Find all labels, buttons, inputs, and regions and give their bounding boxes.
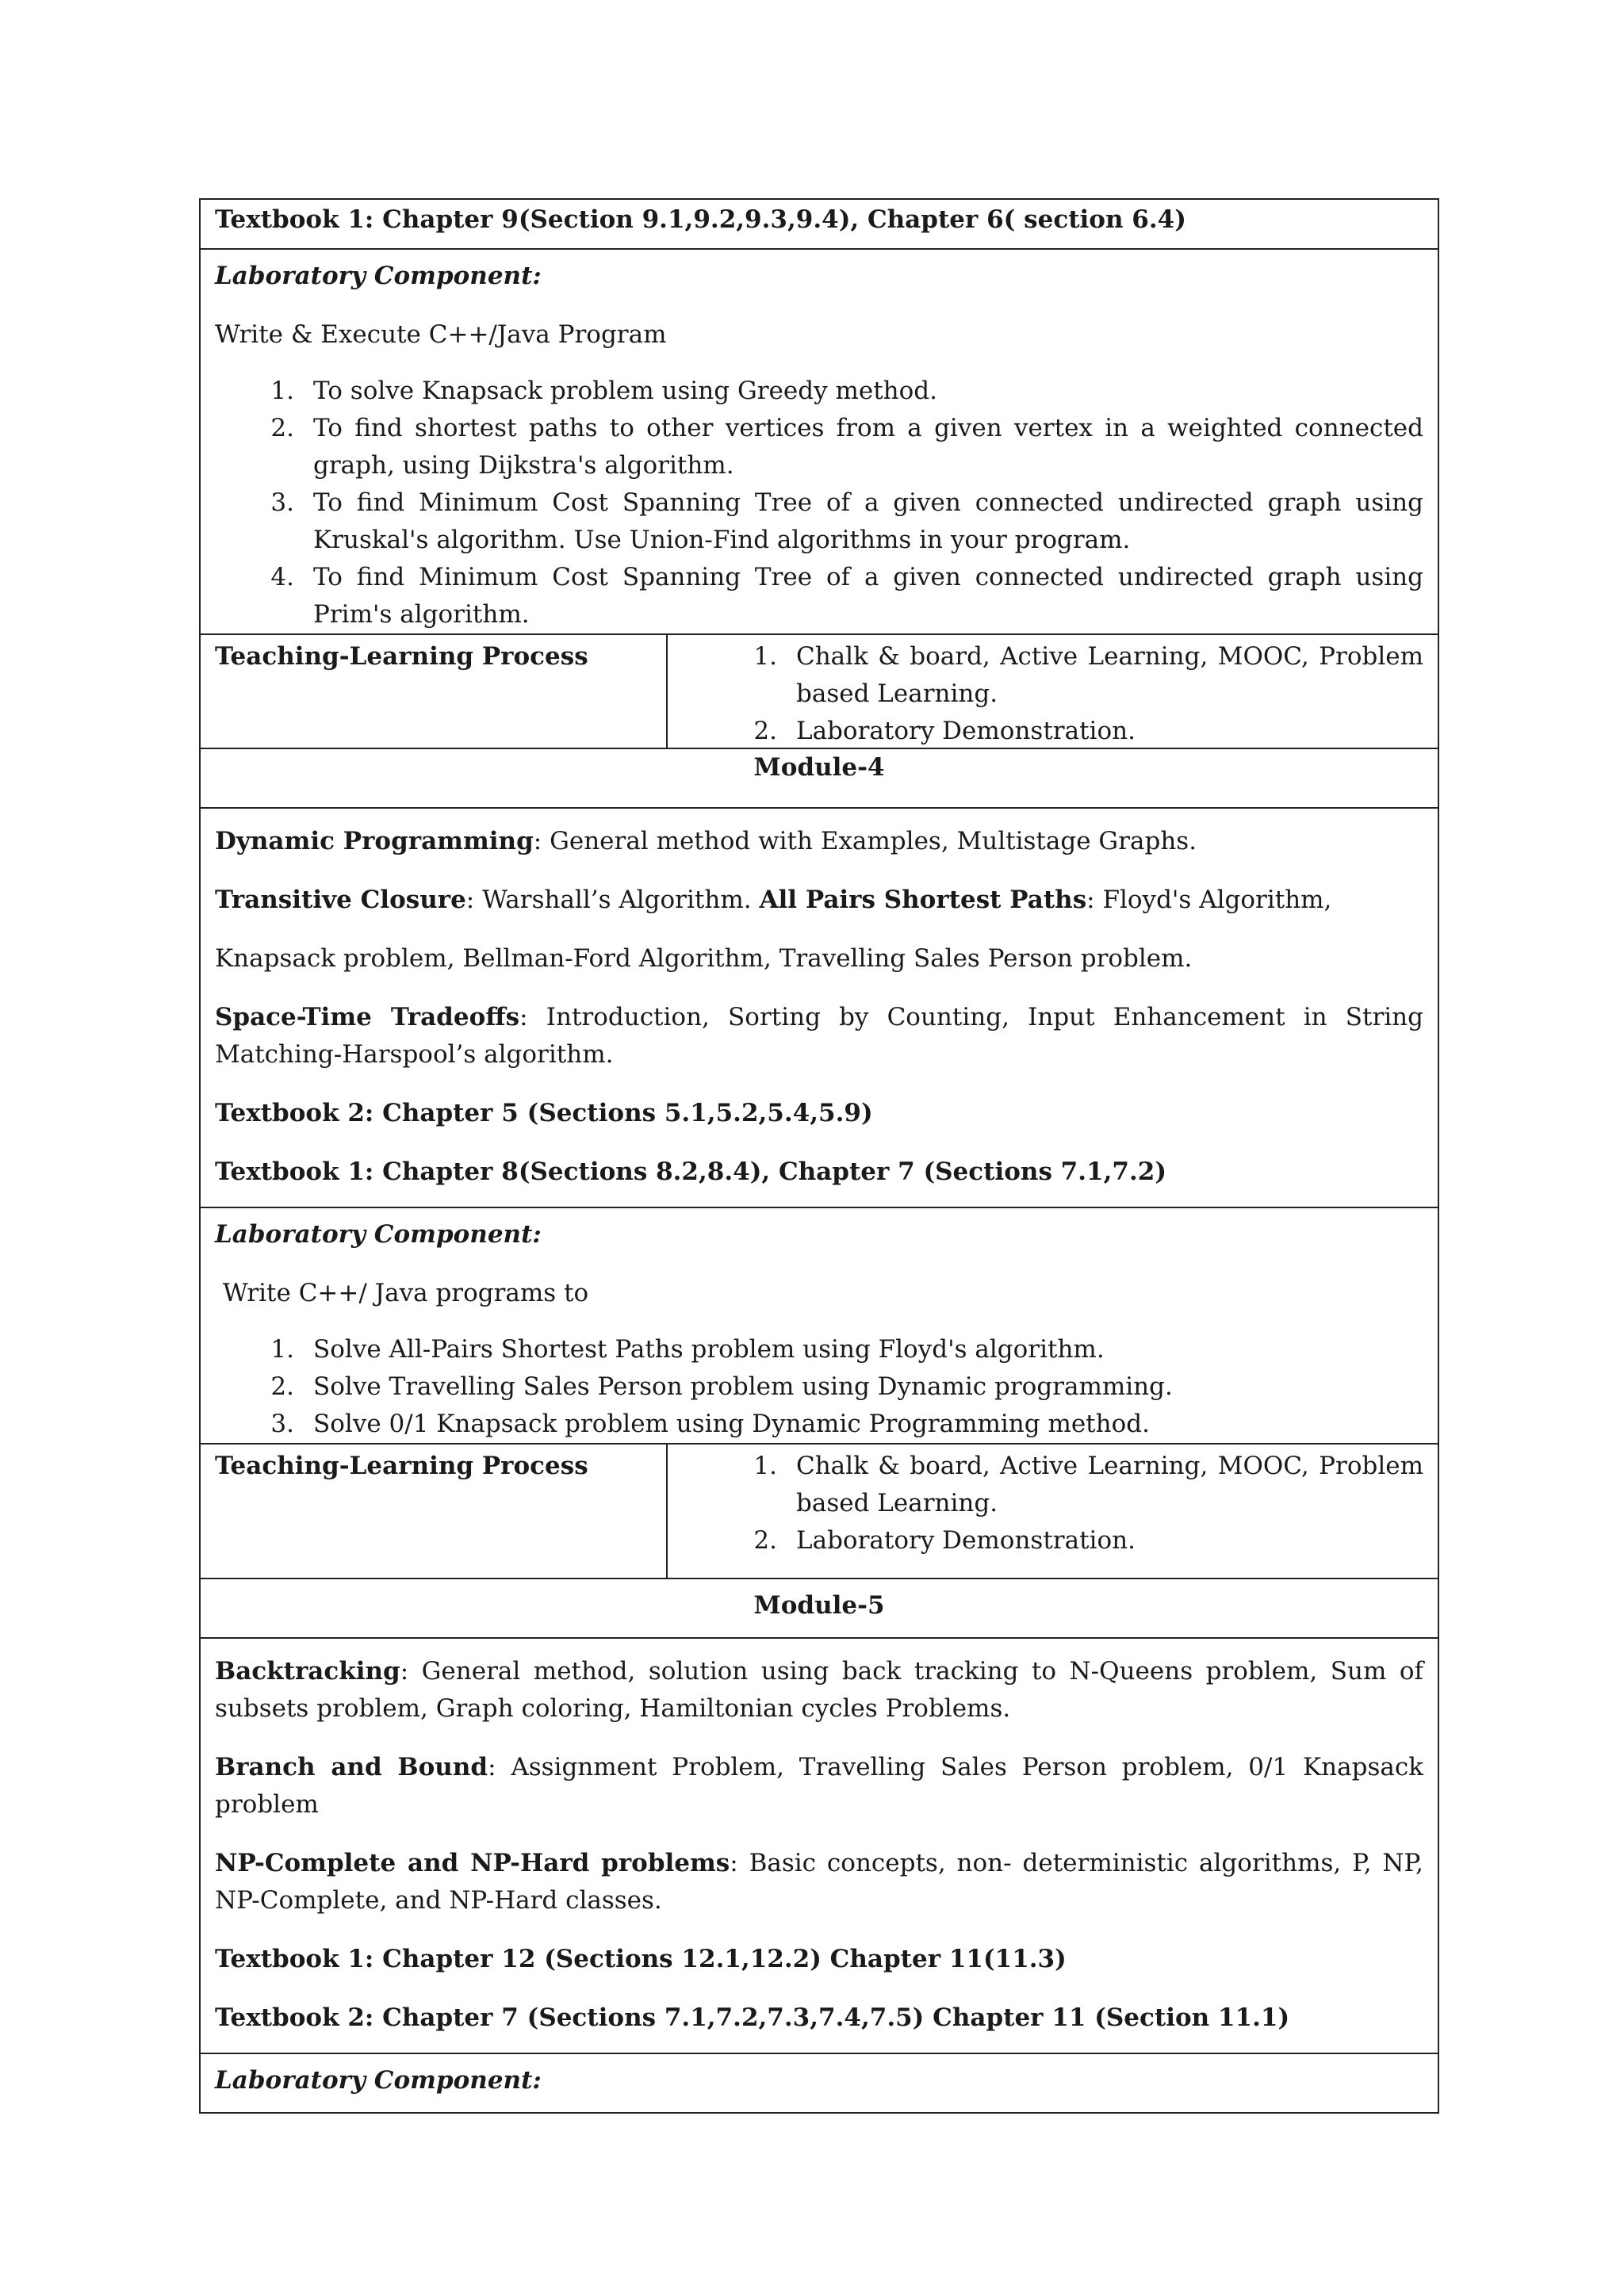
module4-space-time: Space-Time Tradeoffs: Introduction, Sorting by Counting, Input Enhancement in String Matching-Harspool’s algorithm.: [215, 1003, 1423, 1069]
module-5-title: Module-5: [201, 1579, 1438, 1639]
module3-textbook-ref: Textbook 1: Chapter 9(Section 9.1,9.2,9.3,9.4), Chapter 6( section 6.4): [215, 205, 1186, 234]
module5-np-complete: NP-Complete and NP-Hard problems: Basic concepts, non- deterministic algorithms, P, NP, NP-Complete, and NP-Hard classes.: [215, 1849, 1423, 1915]
module4-dynamic-programming: Dynamic Programming: General method with Examples, Multistage Graphs.: [215, 827, 1197, 855]
module5-textbook1-ref: Textbook 1: Chapter 12 (Sections 12.1,12.2) Chapter 11(11.3): [215, 1945, 1067, 1973]
list-item: 2. Laboratory Demonstration.: [753, 717, 1136, 745]
list-item: 2. To find shortest paths to other vertices from a given vertex in a weighted connected graph, using Dijkstra's algorithm.: [270, 414, 1423, 480]
module3-textbook-section: [201, 200, 1438, 250]
list-item: 2. Laboratory Demonstration.: [753, 1526, 1136, 1555]
module5-branch-and-bound: Branch and Bound: Assignment Problem, Travelling Sales Person problem, 0/1 Knapsack problem: [215, 1753, 1423, 1819]
list-item: 4. To find Minimum Cost Spanning Tree of a given connected undirected graph using Prim's algorithm.: [270, 563, 1423, 629]
module4-lab-section: [201, 1216, 1438, 1445]
teaching-learning-methods: [668, 1445, 1438, 1578]
syllabus-table: [199, 198, 1439, 2114]
lab-intro: Write & Execute C++/Java Program: [215, 320, 667, 349]
module4-textbook1-ref: Textbook 1: Chapter 8(Sections 8.2,8.4), Chapter 7 (Sections 7.1,7.2): [215, 1158, 1167, 1186]
lab-heading: Laboratory Component:: [215, 2066, 542, 2095]
module5-lab-section: [201, 2054, 1438, 2112]
list-item: 3. Solve 0/1 Knapsack problem using Dynamic Programming method.: [270, 1410, 1150, 1438]
teaching-learning-row: [201, 635, 1438, 749]
list-item: 2. Solve Travelling Sales Person problem using Dynamic programming.: [270, 1372, 1173, 1401]
module4-content: [201, 809, 1438, 1208]
lab-heading: Laboratory Component:: [215, 262, 542, 290]
module4-knapsack: Knapsack problem, Bellman-Ford Algorithm, Travelling Sales Person problem.: [215, 944, 1193, 973]
module4-textbook2-ref: Textbook 2: Chapter 5 (Sections 5.1,5.2,5.4,5.9): [215, 1099, 873, 1127]
teaching-learning-label: Teaching-Learning Process: [201, 1445, 668, 1578]
module-4-title: Module-4: [201, 749, 1438, 809]
list-item: 1. Chalk & board, Active Learning, MOOC, Problem based Learning.: [753, 1452, 1423, 1517]
module4-transitive-closure: Transitive Closure: Warshall’s Algorithm. All Pairs Shortest Paths: Floyd's Algorithm,: [215, 886, 1332, 914]
teaching-learning-methods: [668, 635, 1438, 748]
module5-textbook2-ref: Textbook 2: Chapter 7 (Sections 7.1,7.2,7.3,7.4,7.5) Chapter 11 (Section 11.1): [215, 2003, 1290, 2032]
list-item: 1. Solve All-Pairs Shortest Paths problem using Floyd's algorithm.: [270, 1335, 1105, 1364]
teaching-learning-row: [201, 1445, 1438, 1579]
lab-heading: Laboratory Component:: [215, 1220, 542, 1249]
lab-program-list: [215, 1331, 1423, 1443]
lab-intro: Write C++/ Java programs to: [215, 1279, 589, 1307]
teaching-learning-label: Teaching-Learning Process: [201, 635, 668, 748]
module5-content: [201, 1639, 1438, 2054]
list-item: 3. To find Minimum Cost Spanning Tree of a given connected undirected graph using Kruskal's algorithm. Use Union-Find algorithms in your program.: [270, 488, 1423, 554]
module3-lab-section: [201, 258, 1438, 635]
list-item: 1. To solve Knapsack problem using Greedy method.: [270, 377, 937, 405]
module5-backtracking: Backtracking: General method, solution using back tracking to N-Queens problem, Sum of subsets problem, Graph coloring, Hamiltonian cycles Problems.: [215, 1657, 1423, 1723]
list-item: 1. Chalk & board, Active Learning, MOOC, Problem based Learning.: [753, 642, 1423, 708]
lab-program-list: [215, 373, 1423, 633]
